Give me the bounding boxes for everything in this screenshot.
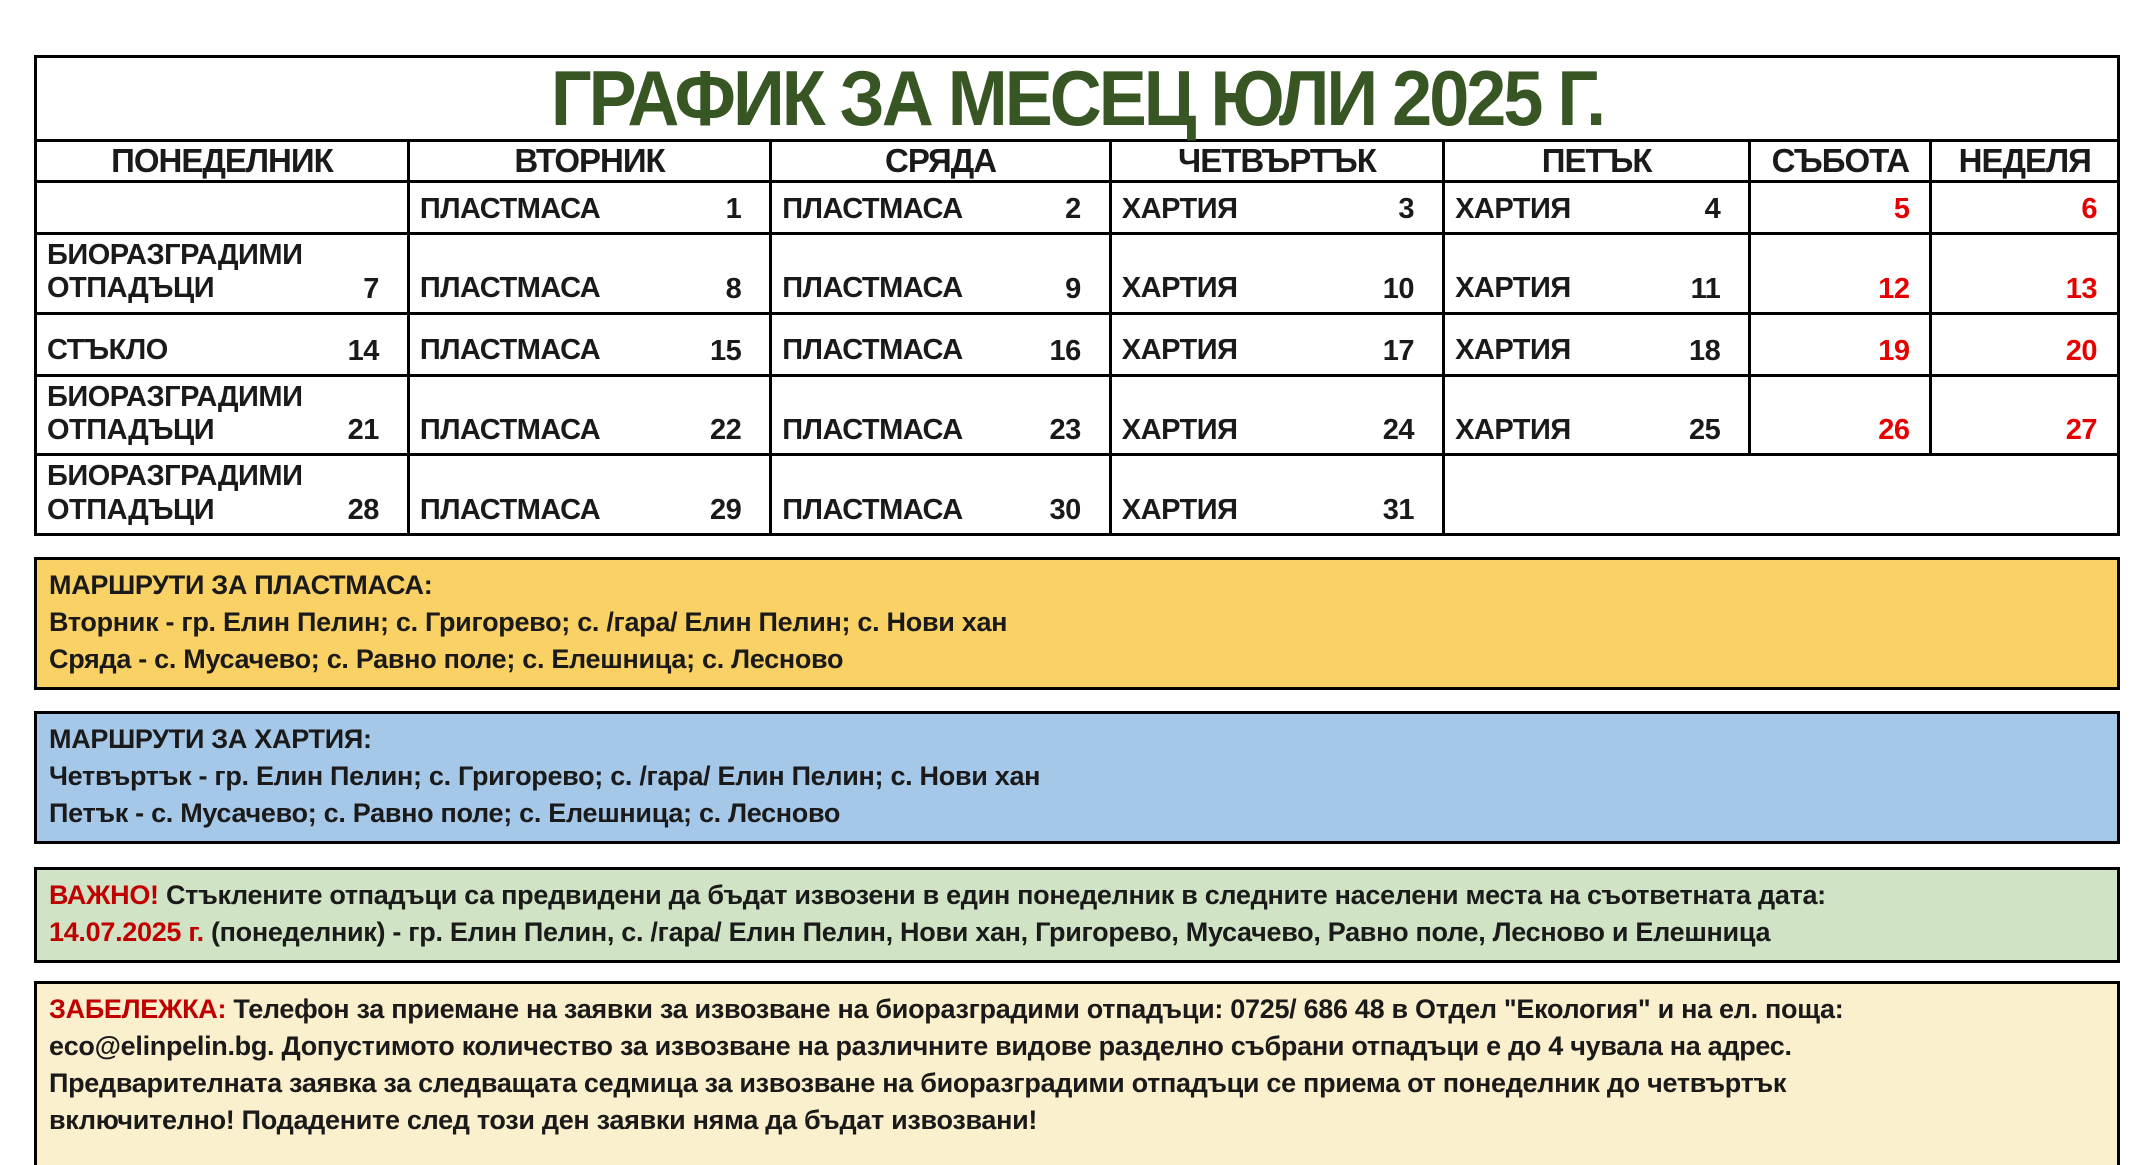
week-row [36, 375, 2119, 455]
cell-date: 17 [1382, 334, 1415, 367]
note-line-2: eco@elinpelin.bg. Допустимото количество за извозване на различните видове разделно събрани отпадъци е до 4 чувала на адрес. [49, 1031, 1792, 1062]
cell-content [47, 334, 391, 367]
important-line-1 [49, 877, 2105, 914]
day-header: СРЯДА [771, 141, 1111, 182]
cell-date: 11 [1690, 272, 1721, 305]
cell-date: 29 [710, 494, 742, 527]
calendar-cell-bio [36, 234, 409, 314]
page-title: ГРАФИК ЗА МЕСЕЦ ЮЛИ 2025 Г. [550, 55, 1604, 142]
calendar-cell-plastic [771, 375, 1111, 455]
cell-content [1455, 414, 1732, 447]
cell-label: ХАРТИЯ [1455, 414, 1571, 447]
cell-date: 1 [725, 193, 742, 225]
cell-label: ХАРТИЯ [1121, 272, 1238, 305]
cell-content [1942, 335, 2101, 368]
cell-content [420, 272, 753, 305]
cell-content [1761, 193, 1913, 226]
calendar-cell-plastic [408, 455, 770, 535]
day-header: ПОНЕДЕЛНИК [36, 141, 409, 182]
routes-paper-box [34, 711, 2120, 844]
day-header: ВТОРНИК [408, 141, 770, 182]
cell-date: 24 [1382, 414, 1415, 447]
cell-date: 14 [347, 334, 379, 367]
routes-plastic-line-2: Сряда - с. Мусачево; с. Равно поле; с. Елешница; с. Лесново [49, 644, 844, 675]
calendar-cell-weekend [1750, 313, 1931, 375]
calendar-cell-bio [36, 455, 409, 535]
note-label: ЗАБЕЛЕЖКА: [49, 994, 227, 1025]
important-line-2 [49, 914, 2105, 951]
cell-date: 26 [1878, 414, 1910, 447]
cell-date: 20 [2065, 334, 2097, 367]
cell-date: 8 [725, 272, 742, 305]
routes-paper-line-1: Четвъртък - гр. Елин Пелин; с. Григорево; с. /гара/ Елин Пелин; с. Нови хан [49, 761, 1041, 792]
cell-label: ПЛАСТМАСА [419, 493, 601, 526]
cell-content [1942, 273, 2101, 306]
calendar-cell-plastic [408, 182, 770, 234]
calendar-cell-weekend [1750, 182, 1931, 234]
important-label: ВАЖНО! [49, 880, 159, 911]
calendar-cell-blank [1444, 455, 2119, 535]
cell-label: ХАРТИЯ [1121, 192, 1238, 225]
cell-label: ПЛАСТМАСА [782, 334, 963, 367]
calendar-cell-weekend [1931, 234, 2119, 314]
cell-content [1455, 334, 1732, 367]
cell-date: 10 [1382, 272, 1415, 305]
cell-label: ПЛАСТМАСА [782, 272, 963, 305]
cell-date: 7 [363, 272, 379, 305]
cell-date: 22 [710, 414, 742, 447]
note-line-1-text: Телефон за приемане на заявки за извозване на биоразградими отпадъци: 0725/ 686 48 в Отдел "Екология" и на ел. поща: [226, 994, 1844, 1025]
cell-date: 2 [1065, 193, 1081, 225]
cell-label: ХАРТИЯ [1121, 493, 1238, 526]
calendar-cell-plastic [408, 234, 770, 314]
cell-date: 15 [710, 334, 742, 367]
schedule-sheet [34, 55, 2120, 1165]
cell-content [47, 239, 391, 306]
cell-content [782, 334, 1093, 367]
cell-date: 21 [347, 414, 379, 447]
cell-date: 4 [1704, 193, 1721, 225]
calendar-cell-paper [1110, 455, 1443, 535]
cell-label: БИОРАЗГРАДИМИ ОТПАДЪЦИ [47, 239, 303, 305]
calendar-cell-plastic [771, 313, 1111, 375]
important-date: 14.07.2025 г. [49, 917, 204, 948]
cell-date: 27 [2065, 414, 2097, 447]
cell-date: 13 [2065, 272, 2097, 305]
cell-content [1942, 193, 2101, 226]
day-header-row [36, 141, 2119, 182]
calendar-cell-paper [1110, 182, 1443, 234]
week-row [36, 455, 2119, 535]
week-row [36, 234, 2119, 314]
cell-label: ПЛАСТМАСА [782, 192, 963, 225]
important-line-1-text: Стъклените отпадъци са предвидени да бъдат извозени в един понеделник в следните населени места на съответната дата: [158, 880, 1826, 911]
calendar-cell-weekend [1750, 375, 1931, 455]
calendar-body [36, 182, 2119, 535]
calendar-cell-paper [1444, 313, 1750, 375]
calendar-cell-plastic [408, 375, 770, 455]
week-row [36, 182, 2119, 234]
cell-date: 18 [1688, 334, 1721, 367]
routes-plastic-line-1: Вторник - гр. Елин Пелин; с. Григорево; с. /гара/ Елин Пелин; с. Нови хан [49, 607, 1008, 638]
cell-date: 19 [1878, 334, 1910, 367]
day-header: НЕДЕЛЯ [1931, 141, 2119, 182]
note-line-1 [49, 991, 2105, 1028]
cell-label: ХАРТИЯ [1121, 334, 1238, 367]
cell-content [1942, 414, 2101, 447]
cell-content [1761, 335, 1913, 368]
cell-date: 16 [1049, 334, 1081, 367]
cell-content [1761, 414, 1913, 447]
calendar-cell-weekend [1750, 234, 1931, 314]
cell-content [1761, 273, 1913, 306]
calendar-table [34, 139, 2120, 536]
day-header: ЧЕТВЪРТЪК [1110, 141, 1443, 182]
cell-date: 30 [1049, 494, 1081, 527]
cell-content [47, 381, 391, 448]
cell-label: ХАРТИЯ [1455, 334, 1571, 367]
cell-label: ХАРТИЯ [1455, 272, 1571, 305]
day-header: СЪБОТА [1750, 141, 1931, 182]
cell-content [420, 414, 753, 447]
cell-date: 12 [1878, 272, 1910, 305]
cell-content [782, 414, 1093, 447]
cell-label: БИОРАЗГРАДИМИ ОТПАДЪЦИ [47, 460, 303, 526]
title-box [34, 55, 2120, 142]
calendar-cell-plastic [771, 182, 1111, 234]
important-box [34, 867, 2120, 963]
cell-content [782, 272, 1093, 305]
routes-plastic-heading: МАРШРУТИ ЗА ПЛАСТМАСА: [49, 570, 433, 601]
cell-date: 6 [2081, 193, 2097, 225]
cell-label: БИОРАЗГРАДИМИ ОТПАДЪЦИ [47, 380, 303, 447]
calendar-cell-paper [1110, 375, 1443, 455]
cell-content [1122, 414, 1426, 447]
week-row [36, 313, 2119, 375]
cell-label: ПЛАСТМАСА [419, 414, 601, 447]
cell-date: 5 [1893, 193, 1910, 225]
cell-content [1455, 193, 1732, 226]
calendar-cell-paper [1444, 234, 1750, 314]
cell-label: ПЛАСТМАСА [782, 414, 963, 447]
cell-label: ПЛАСТМАСА [419, 334, 601, 367]
cell-label: ХАРТИЯ [1455, 192, 1571, 225]
cell-date: 25 [1688, 414, 1721, 447]
calendar-cell-paper [1444, 182, 1750, 234]
cell-date: 9 [1065, 272, 1081, 305]
cell-label: ПЛАСТМАСА [419, 272, 601, 305]
cell-content [782, 193, 1093, 226]
calendar-cell-empty [36, 182, 409, 234]
cell-content [1122, 272, 1426, 305]
routes-paper-heading: МАРШРУТИ ЗА ХАРТИЯ: [49, 724, 372, 755]
cell-content [420, 494, 753, 527]
note-line-4: включително! Подадените след този ден заявки няма да бъдат извозвани! [49, 1105, 1038, 1136]
routes-paper-line-2: Петък - с. Мусачево; с. Равно поле; с. Елешница; с. Лесново [49, 798, 841, 829]
calendar-cell-weekend [1931, 182, 2119, 234]
cell-date: 23 [1049, 414, 1081, 447]
cell-label: ПЛАСТМАСА [419, 192, 601, 225]
day-header: ПЕТЪК [1444, 141, 1750, 182]
calendar-cell-bio [36, 375, 409, 455]
important-line-2-text: (понеделник) - гр. Елин Пелин, с. /гара/ Елин Пелин, Нови хан, Григорево, Мусачево, Равно поле, Лесново и Елешница [203, 917, 1771, 948]
calendar-cell-plastic [408, 313, 770, 375]
cell-label: ХАРТИЯ [1121, 414, 1238, 447]
cell-content [1122, 334, 1426, 367]
cell-content [420, 193, 753, 226]
cell-content [1455, 272, 1732, 305]
calendar-cell-plastic [771, 234, 1111, 314]
calendar-cell-glass [36, 313, 409, 375]
cell-label: ПЛАСТМАСА [782, 493, 963, 526]
routes-plastic-box [34, 557, 2120, 690]
note-line-3: Предварителната заявка за следващата седмица за извозване на биоразградими отпадъци се приема от понеделник до четвъртък [49, 1068, 1787, 1099]
calendar-cell-weekend [1931, 375, 2119, 455]
cell-label: СТЪКЛО [47, 334, 168, 367]
cell-date: 3 [1398, 193, 1415, 225]
note-box [34, 981, 2120, 1165]
calendar-cell-weekend [1931, 313, 2119, 375]
cell-content [782, 494, 1093, 527]
calendar-cell-paper [1444, 375, 1750, 455]
calendar-cell-paper [1110, 234, 1443, 314]
cell-content [1122, 494, 1426, 527]
cell-content [1122, 193, 1426, 226]
cell-content [420, 334, 753, 367]
cell-content [47, 460, 391, 527]
calendar-cell-plastic [771, 455, 1111, 535]
calendar-cell-paper [1110, 313, 1443, 375]
cell-date: 31 [1382, 494, 1415, 527]
cell-date: 28 [347, 494, 379, 527]
